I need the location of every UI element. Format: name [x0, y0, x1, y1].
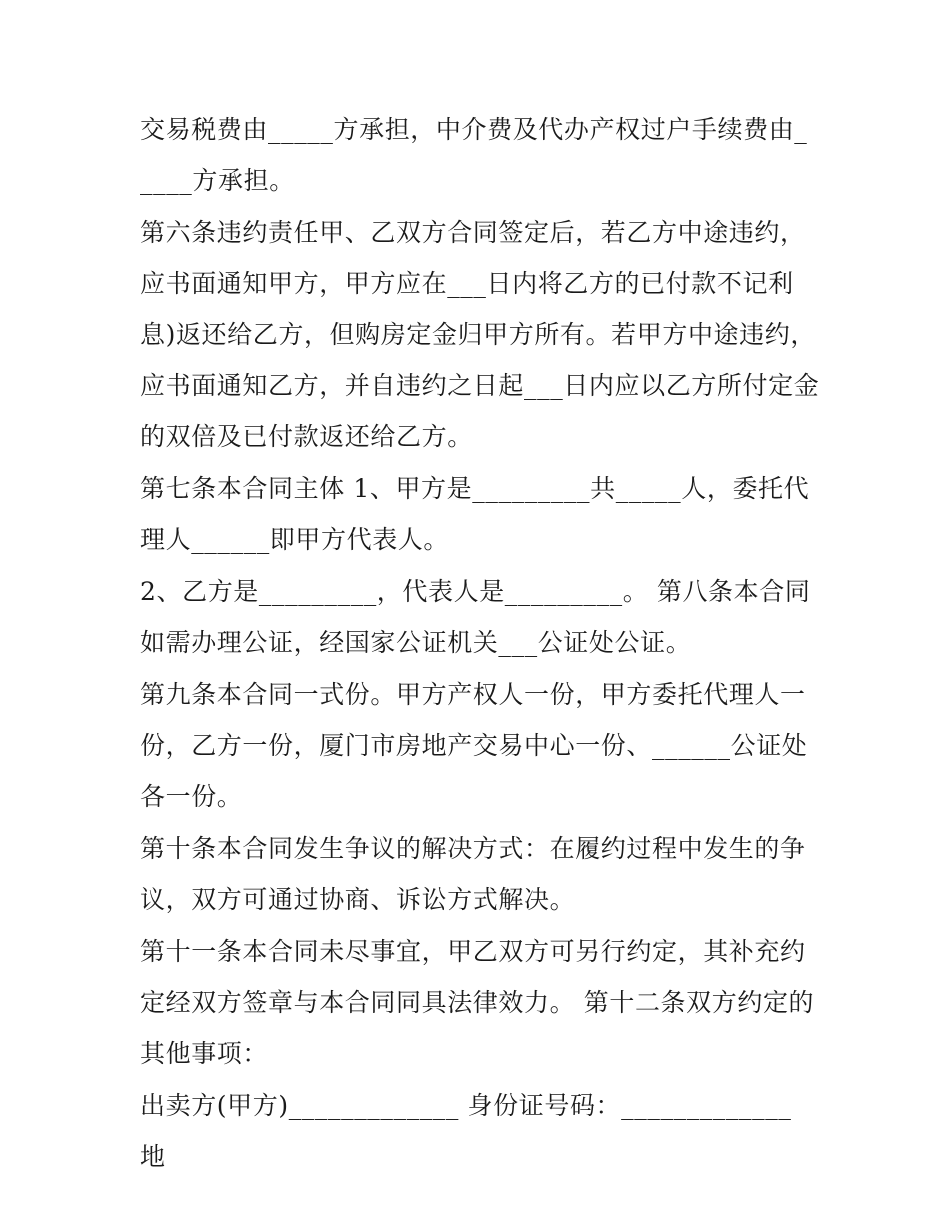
paragraph-article-6-breach: 第六条违约责任甲、乙双方合同签定后，若乙方中途违约，应书面通知甲方，甲方应在___日内将乙方的已付款不记利息)返还给乙方，但购房定金归甲方所有。若甲方中途违约，应书面通知乙方，并自违约之日起___日内应以乙方所付定金的双倍及已付款返还给乙方。: [140, 218, 820, 451]
paragraph-article-11-12: 第十一条本合同未尽事宜，甲乙双方可另行约定，其补充约定经双方签章与本合同同具法律效力。 第十二条双方约定的其他事项：: [140, 937, 815, 1068]
paragraph-article-10-disputes: 第十条本合同发生争议的解决方式：在履约过程中发生的争议，双方可通过协商、诉讼方式解决。: [140, 834, 806, 914]
paragraph-article-9-copies: 第九条本合同一式份。甲方产权人一份，甲方委托代理人一份，乙方一份，厦门市房地产交易中心一份、______公证处各一份。: [140, 680, 808, 811]
document-body: [140, 104, 820, 1183]
paragraph-tax-fees: 交易税费由_____方承担，中介费及代办产权过户手续费由_____方承担。: [140, 115, 808, 195]
paragraph-article-7-parties: 第七条本合同主体 1、甲方是_________共_____人，委托代理人______即甲方代表人。: [140, 474, 810, 554]
paragraph-seller-signature: 出卖方(甲方)_____________ 身份证号码：_____________ 地: [140, 1091, 792, 1171]
paragraph-party-b-article-8: 2、乙方是_________，代表人是_________。 第八条本合同如需办理公证，经国家公证机关___公证处公证。: [140, 577, 811, 657]
